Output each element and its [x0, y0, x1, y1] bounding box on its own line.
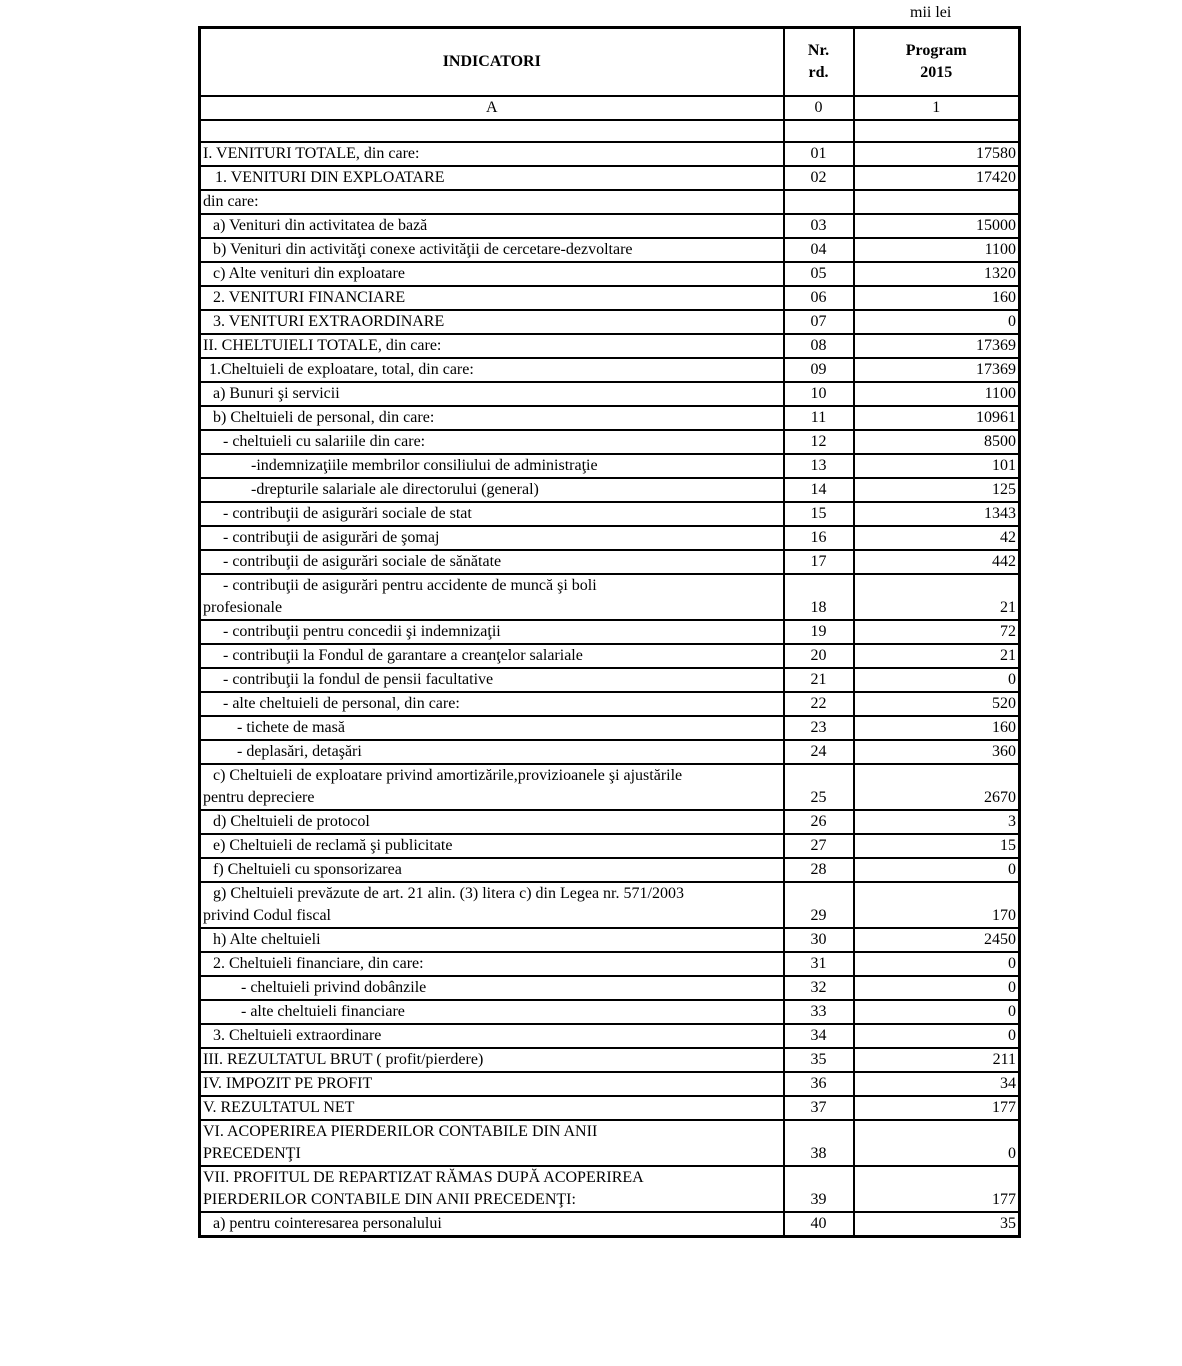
indicator-label: V. REZULTATUL NET	[203, 1099, 355, 1116]
indicator-cell	[200, 1120, 784, 1166]
indicator-label: VII. PROFITUL DE REPARTIZAT RĂMAS DUPĂ ACOPERIREA	[203, 1169, 644, 1186]
indicator-label: 1.Cheltuieli de exploatare, total, din care:	[209, 361, 474, 378]
row-number-cell: 32	[784, 976, 854, 1000]
program-value-cell: 0	[854, 952, 1020, 976]
indicator-cell	[200, 882, 784, 928]
indicator-cell	[200, 1096, 784, 1120]
indicator-cell	[200, 1024, 784, 1048]
table-row	[200, 1000, 1020, 1024]
program-value-cell: 8500	[854, 430, 1020, 454]
indicator-cell	[200, 166, 784, 190]
indicator-label: 2. VENITURI FINANCIARE	[213, 289, 406, 306]
indicator-label-continuation: PRECEDENŢI	[203, 1145, 301, 1162]
indicator-cell	[200, 526, 784, 550]
program-value-cell: 35	[854, 1212, 1020, 1237]
indicator-cell	[200, 644, 784, 668]
indicator-cell	[200, 502, 784, 526]
row-number-cell: 05	[784, 262, 854, 286]
spacer-cell	[200, 120, 784, 142]
table-row	[200, 1072, 1020, 1096]
table-row	[200, 858, 1020, 882]
row-number-cell: 21	[784, 668, 854, 692]
indicator-cell	[200, 286, 784, 310]
program-value-cell: 0	[854, 668, 1020, 692]
indicator-label: 3. Cheltuieli extraordinare	[213, 1027, 382, 1044]
indicator-label: 2. Cheltuieli financiare, din care:	[213, 955, 424, 972]
indicator-label: - alte cheltuieli de personal, din care:	[223, 695, 460, 712]
table-row	[200, 764, 1020, 810]
indicator-label: IV. IMPOZIT PE PROFIT	[203, 1075, 373, 1092]
row-number-cell: 22	[784, 692, 854, 716]
program-value-cell: 101	[854, 454, 1020, 478]
program-value-cell: 1343	[854, 502, 1020, 526]
column-letter-a: A	[200, 96, 784, 120]
program-value-cell	[854, 190, 1020, 214]
row-number-cell: 26	[784, 810, 854, 834]
row-number-cell: 28	[784, 858, 854, 882]
indicator-cell	[200, 1048, 784, 1072]
row-number-cell: 25	[784, 764, 854, 810]
indicator-label-continuation: PIERDERILOR CONTABILE DIN ANII PRECEDENŢI:	[203, 1191, 576, 1208]
indicator-cell	[200, 142, 784, 166]
program-value-cell: 3	[854, 810, 1020, 834]
table-row	[200, 716, 1020, 740]
row-number-cell: 10	[784, 382, 854, 406]
table-row	[200, 1166, 1020, 1212]
indicator-cell	[200, 190, 784, 214]
indicator-cell	[200, 1212, 784, 1237]
table-row	[200, 430, 1020, 454]
row-number-cell: 16	[784, 526, 854, 550]
table-row	[200, 834, 1020, 858]
indicator-label: - contribuţii la Fondul de garantare a creanţelor salariale	[223, 647, 583, 664]
table-row	[200, 478, 1020, 502]
indicator-cell	[200, 620, 784, 644]
table-row	[200, 166, 1020, 190]
row-number-cell: 06	[784, 286, 854, 310]
header-program-line2: 2015	[920, 64, 953, 81]
table-row	[200, 668, 1020, 692]
table-row	[200, 550, 1020, 574]
indicator-cell	[200, 1072, 784, 1096]
table-row	[200, 882, 1020, 928]
indicator-label: 3. VENITURI EXTRAORDINARE	[213, 313, 445, 330]
row-number-cell: 01	[784, 142, 854, 166]
header-nr-line1: Nr.	[807, 42, 830, 59]
indicator-label: b) Cheltuieli de personal, din care:	[213, 409, 435, 426]
program-value-cell: 17580	[854, 142, 1020, 166]
program-value-cell: 17369	[854, 358, 1020, 382]
table-row	[200, 1212, 1020, 1237]
header-indicatori: INDICATORI	[200, 28, 784, 97]
table-row	[200, 574, 1020, 620]
table-row	[200, 526, 1020, 550]
header-row	[200, 28, 1020, 97]
indicator-cell	[200, 976, 784, 1000]
indicator-cell	[200, 764, 784, 810]
program-value-cell: 17420	[854, 166, 1020, 190]
program-value-cell: 177	[854, 1166, 1020, 1212]
program-value-cell: 34	[854, 1072, 1020, 1096]
table-row	[200, 952, 1020, 976]
row-number-cell: 31	[784, 952, 854, 976]
table-row	[200, 190, 1020, 214]
table-row	[200, 334, 1020, 358]
program-value-cell: 2670	[854, 764, 1020, 810]
program-value-cell: 0	[854, 1024, 1020, 1048]
table-row	[200, 1024, 1020, 1048]
program-value-cell: 42	[854, 526, 1020, 550]
program-value-cell: 21	[854, 574, 1020, 620]
indicator-label: - tichete de masă	[237, 719, 345, 736]
indicator-label: - deplasări, detaşări	[237, 743, 362, 760]
table-row	[200, 502, 1020, 526]
indicator-label: a) pentru cointeresarea personalului	[213, 1215, 442, 1232]
program-value-cell: 177	[854, 1096, 1020, 1120]
unit-label: mii lei	[910, 4, 952, 21]
row-number-cell: 40	[784, 1212, 854, 1237]
program-value-cell: 0	[854, 310, 1020, 334]
indicator-cell	[200, 1166, 784, 1212]
indicator-label: c) Alte venituri din exploatare	[213, 265, 405, 282]
row-number-cell: 27	[784, 834, 854, 858]
program-value-cell: 1100	[854, 382, 1020, 406]
table-row	[200, 238, 1020, 262]
row-number-cell: 24	[784, 740, 854, 764]
row-number-cell: 07	[784, 310, 854, 334]
table-row	[200, 310, 1020, 334]
indicator-label: - alte cheltuieli financiare	[241, 1003, 405, 1020]
indicator-cell	[200, 406, 784, 430]
indicator-cell	[200, 928, 784, 952]
indicator-cell	[200, 740, 784, 764]
indicator-label: b) Venituri din activităţi conexe activităţii de cercetare-dezvoltare	[213, 241, 633, 258]
table-row	[200, 214, 1020, 238]
indicator-label: I. VENITURI TOTALE, din care:	[203, 145, 420, 162]
program-value-cell: 125	[854, 478, 1020, 502]
program-value-cell: 0	[854, 858, 1020, 882]
program-value-cell: 442	[854, 550, 1020, 574]
column-letter-1: 1	[854, 96, 1020, 120]
table-row	[200, 262, 1020, 286]
indicator-cell	[200, 262, 784, 286]
row-number-cell: 37	[784, 1096, 854, 1120]
indicator-cell	[200, 358, 784, 382]
indicator-label: - cheltuieli privind dobânzile	[241, 979, 427, 996]
program-value-cell: 1100	[854, 238, 1020, 262]
table-row	[200, 976, 1020, 1000]
column-letter-0: 0	[784, 96, 854, 120]
row-number-cell: 29	[784, 882, 854, 928]
program-value-cell: 170	[854, 882, 1020, 928]
header-nr-line2: rd.	[808, 64, 829, 81]
table-row	[200, 454, 1020, 478]
table-row	[200, 928, 1020, 952]
program-value-cell: 0	[854, 976, 1020, 1000]
table-row	[200, 1096, 1020, 1120]
row-number-cell: 36	[784, 1072, 854, 1096]
table-row	[200, 620, 1020, 644]
indicator-cell	[200, 834, 784, 858]
indicator-label: din care:	[203, 193, 259, 210]
row-number-cell: 38	[784, 1120, 854, 1166]
row-number-cell: 17	[784, 550, 854, 574]
row-number-cell: 20	[784, 644, 854, 668]
table-row	[200, 692, 1020, 716]
table-row	[200, 142, 1020, 166]
row-number-cell: 34	[784, 1024, 854, 1048]
program-value-cell: 2450	[854, 928, 1020, 952]
table-row	[200, 1048, 1020, 1072]
indicator-cell	[200, 668, 784, 692]
indicator-label: a) Venituri din activitatea de bază	[213, 217, 428, 234]
indicator-cell	[200, 430, 784, 454]
row-number-cell: 03	[784, 214, 854, 238]
spacer-row	[200, 120, 1020, 142]
indicator-label: g) Cheltuieli prevăzute de art. 21 alin. (3) litera c) din Legea nr. 571/2003	[213, 885, 684, 902]
program-value-cell: 0	[854, 1120, 1020, 1166]
indicator-label: -drepturile salariale ale directorului (general)	[251, 481, 539, 498]
table-row	[200, 286, 1020, 310]
indicator-label: e) Cheltuieli de reclamă şi publicitate	[213, 837, 453, 854]
indicator-label: a) Bunuri şi servicii	[213, 385, 340, 402]
row-number-cell: 39	[784, 1166, 854, 1212]
program-value-cell: 0	[854, 1000, 1020, 1024]
indicator-cell	[200, 1000, 784, 1024]
row-number-cell: 33	[784, 1000, 854, 1024]
indicator-label: -indemnizaţiile membrilor consiliului de administraţie	[251, 457, 598, 474]
indicator-cell	[200, 382, 784, 406]
indicator-cell	[200, 334, 784, 358]
program-value-cell: 15	[854, 834, 1020, 858]
indicator-label: VI. ACOPERIREA PIERDERILOR CONTABILE DIN ANII	[203, 1123, 598, 1140]
row-number-cell: 19	[784, 620, 854, 644]
indicator-label: - contribuţii de asigurări sociale de sănătate	[223, 553, 502, 570]
row-number-cell: 09	[784, 358, 854, 382]
indicator-cell	[200, 692, 784, 716]
program-value-cell: 160	[854, 716, 1020, 740]
indicator-label: 1. VENITURI DIN EXPLOATARE	[215, 169, 445, 186]
indicator-label: - contribuţii la fondul de pensii facultative	[223, 671, 494, 688]
indicator-cell	[200, 238, 784, 262]
program-value-cell: 10961	[854, 406, 1020, 430]
header-nr	[784, 28, 854, 97]
program-value-cell: 211	[854, 1048, 1020, 1072]
table-row	[200, 810, 1020, 834]
program-value-cell: 15000	[854, 214, 1020, 238]
indicator-label: - contribuţii de asigurări de şomaj	[223, 529, 440, 546]
budget-table	[198, 26, 1021, 1238]
row-number-cell: 08	[784, 334, 854, 358]
indicator-label: - cheltuieli cu salariile din care:	[223, 433, 426, 450]
program-value-cell: 1320	[854, 262, 1020, 286]
spacer-cell	[854, 120, 1020, 142]
row-number-cell: 02	[784, 166, 854, 190]
row-number-cell: 18	[784, 574, 854, 620]
indicator-label: - contribuţii pentru concedii şi indemnizaţii	[223, 623, 501, 640]
table-row	[200, 358, 1020, 382]
table-row	[200, 382, 1020, 406]
row-number-cell: 14	[784, 478, 854, 502]
indicator-cell	[200, 310, 784, 334]
program-value-cell: 160	[854, 286, 1020, 310]
indicator-cell	[200, 574, 784, 620]
indicator-label: III. REZULTATUL BRUT ( profit/pierdere)	[203, 1051, 484, 1068]
indicator-cell	[200, 716, 784, 740]
program-value-cell: 360	[854, 740, 1020, 764]
indicator-cell	[200, 478, 784, 502]
row-number-cell: 11	[784, 406, 854, 430]
row-number-cell: 12	[784, 430, 854, 454]
row-number-cell: 23	[784, 716, 854, 740]
indicator-label: h) Alte cheltuieli	[213, 931, 321, 948]
table-row	[200, 644, 1020, 668]
program-value-cell: 17369	[854, 334, 1020, 358]
indicator-label: - contribuţii de asigurări sociale de stat	[223, 505, 472, 522]
indicator-label: d) Cheltuieli de protocol	[213, 813, 370, 830]
indicator-cell	[200, 454, 784, 478]
indicator-cell	[200, 858, 784, 882]
program-value-cell: 520	[854, 692, 1020, 716]
indicator-cell	[200, 952, 784, 976]
indicator-label: c) Cheltuieli de exploatare privind amortizările,provizioanele şi ajustările	[213, 767, 683, 784]
spacer-cell	[784, 120, 854, 142]
program-value-cell: 72	[854, 620, 1020, 644]
indicator-cell	[200, 550, 784, 574]
table-row	[200, 740, 1020, 764]
program-value-cell: 21	[854, 644, 1020, 668]
table-row	[200, 406, 1020, 430]
indicator-label-continuation: profesionale	[203, 599, 283, 616]
header-program	[854, 28, 1020, 97]
indicator-label: f) Cheltuieli cu sponsorizarea	[213, 861, 402, 878]
indicator-label: - contribuţii de asigurări pentru accidente de muncă şi boli	[223, 577, 597, 594]
row-number-cell: 35	[784, 1048, 854, 1072]
row-number-cell: 30	[784, 928, 854, 952]
header-program-line1: Program	[905, 42, 967, 59]
indicator-label-continuation: pentru depreciere	[203, 789, 315, 806]
row-number-cell: 04	[784, 238, 854, 262]
indicator-label-continuation: privind Codul fiscal	[203, 907, 331, 924]
indicator-cell	[200, 810, 784, 834]
table-row	[200, 1120, 1020, 1166]
row-number-cell	[784, 190, 854, 214]
indicator-label: II. CHELTUIELI TOTALE, din care:	[203, 337, 442, 354]
row-number-cell: 13	[784, 454, 854, 478]
indicator-cell	[200, 214, 784, 238]
row-number-cell: 15	[784, 502, 854, 526]
column-letter-row	[200, 96, 1020, 120]
